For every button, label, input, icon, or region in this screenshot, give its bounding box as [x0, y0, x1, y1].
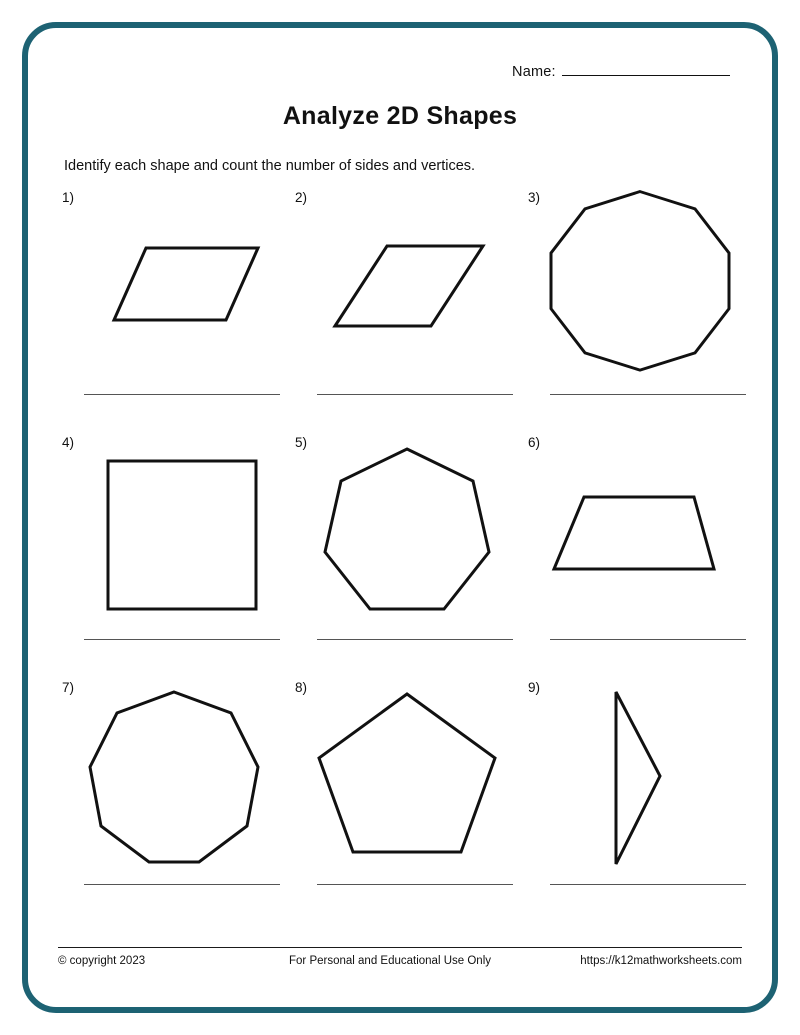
shape-pentagon [301, 680, 513, 876]
shape-square [68, 435, 280, 631]
problem-number: 9) [528, 680, 541, 695]
footer-divider [58, 947, 742, 948]
problem-number: 1) [62, 190, 75, 205]
answer-line[interactable] [84, 884, 280, 885]
usage-notice: For Personal and Educational Use Only [289, 955, 491, 967]
problem-cell [56, 431, 289, 676]
answer-line[interactable] [317, 884, 513, 885]
problem-number: 8) [295, 680, 308, 695]
problem-grid [56, 186, 756, 921]
answer-line[interactable] [317, 639, 513, 640]
problem-cell [522, 676, 755, 921]
shape-parallelogram [301, 190, 513, 386]
problem-number: 6) [528, 435, 541, 450]
problem-cell [56, 676, 289, 921]
page-title: Analyze 2D Shapes [282, 102, 518, 130]
problem-number: 5) [295, 435, 308, 450]
name-field-row [512, 62, 730, 80]
shape-parallelogram [68, 190, 280, 386]
problem-cell [289, 186, 522, 431]
name-label: Name: [512, 64, 556, 80]
problem-cell [289, 676, 522, 921]
problem-number: 4) [62, 435, 75, 450]
answer-line[interactable] [550, 884, 746, 885]
shape-heptagon [301, 435, 513, 631]
problem-number: 7) [62, 680, 75, 695]
answer-line[interactable] [317, 394, 513, 395]
answer-line[interactable] [84, 394, 280, 395]
shape-decagon [534, 190, 746, 386]
shape-triangle [534, 680, 746, 876]
copyright-text: © copyright 2023 [58, 955, 146, 967]
problem-cell [522, 431, 755, 676]
answer-line[interactable] [550, 639, 746, 640]
problem-cell [289, 431, 522, 676]
problem-number: 3) [528, 190, 541, 205]
worksheet-sheet [34, 34, 766, 1001]
instructions-text: Identify each shape and count the number of sides and vertices. [64, 158, 476, 174]
problem-number: 2) [295, 190, 308, 205]
shape-nonagon [68, 680, 280, 876]
answer-line[interactable] [550, 394, 746, 395]
footer-text-row [58, 955, 742, 967]
problem-cell [522, 186, 755, 431]
footer [58, 947, 742, 973]
answer-line[interactable] [84, 639, 280, 640]
problem-cell [56, 186, 289, 431]
shape-trapezoid [534, 435, 746, 631]
site-url: https://k12mathworksheets.com [580, 955, 742, 967]
name-input-line[interactable] [562, 62, 730, 76]
